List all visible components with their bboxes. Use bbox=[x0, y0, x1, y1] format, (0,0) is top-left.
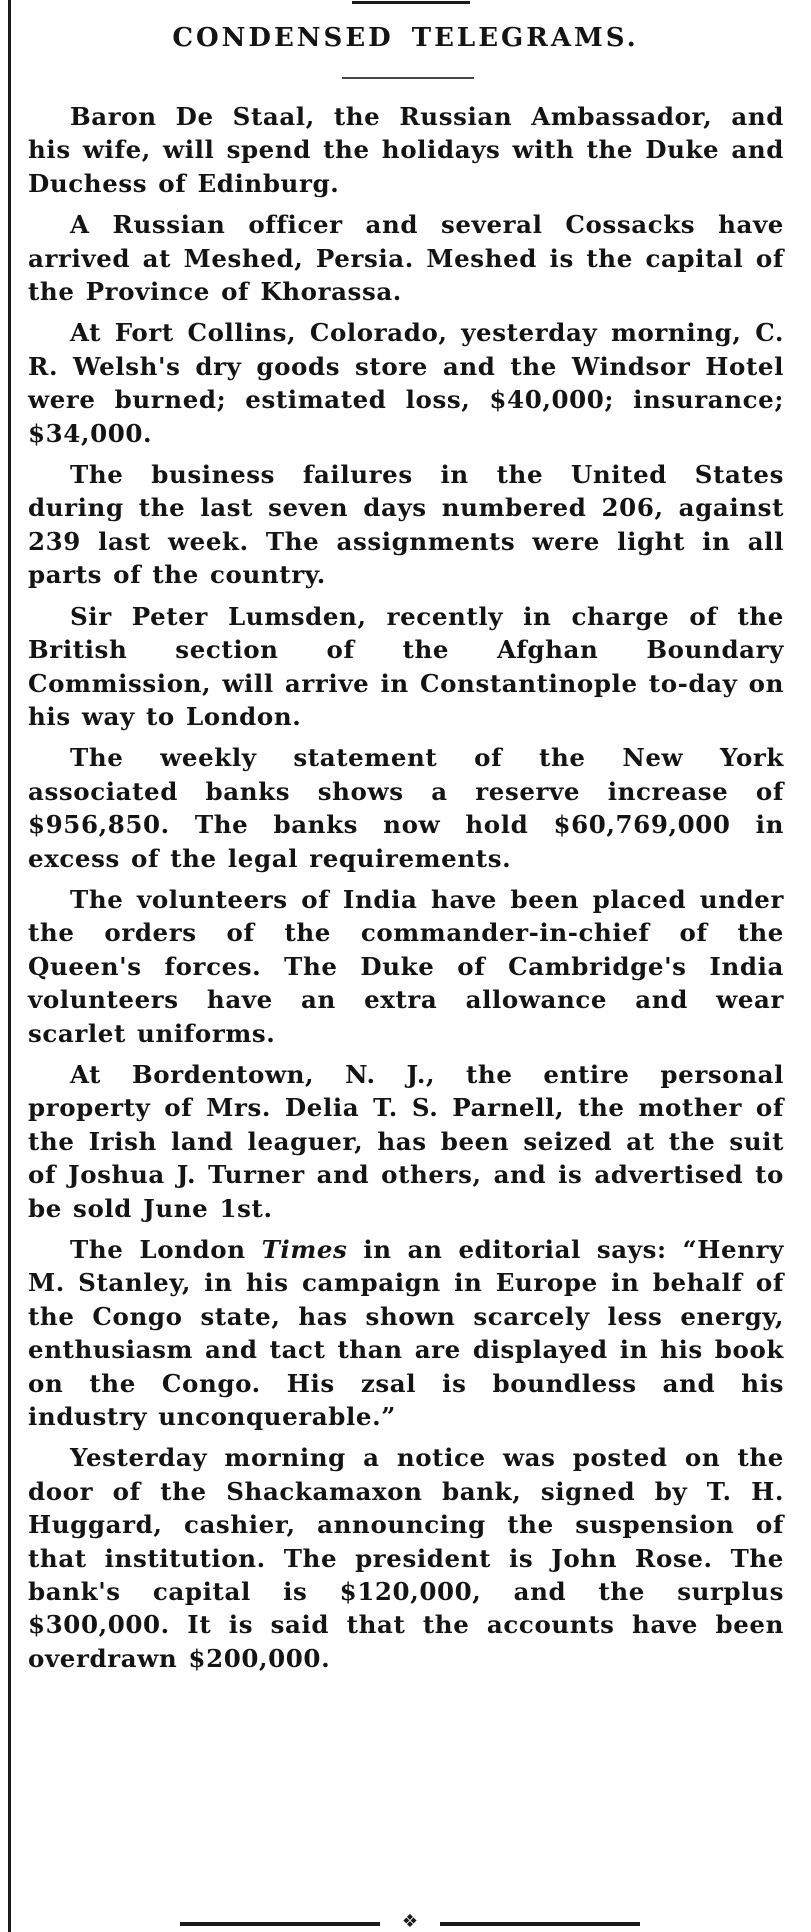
paragraph-shackamaxon-bank: Yesterday morning a notice was posted on the door of the Shackamaxon bank, signed by T. H. Huggard, cashier, announcing the suspension of that institution. The president is John Rose. The bank's capital is $120,000, and the surplus $300,000. It is said that the accounts have been overdrawn $200,000. bbox=[28, 1443, 784, 1673]
column-rule bbox=[8, 0, 11, 1932]
paragraph-bordentown: At Bordentown, N. J., the entire personal property of Mrs. Delia T. S. Parnell, the mother of the Irish land leaguer, has been seized at the suit of Joshua J. Turner and others, and is advertised to be sold June 1st. bbox=[28, 1059, 784, 1223]
paragraph-india-volunteers: The volunteers of India have been placed under the orders of the commander-in-chief of the Queen's forces. The Duke of Cambridge's India volunteers have an extra allowance and wear scarlet uniforms. bbox=[28, 884, 784, 1048]
paragraph-meshed: A Russian officer and several Cossacks have arrived at Meshed, Persia. Meshed is the capital of the Province of Khorassa. bbox=[28, 210, 784, 307]
headline: CONDENSED TELEGRAMS. bbox=[172, 23, 639, 53]
paragraph-de-staal: Baron De Staal, the Russian Ambassador, and his wife, will spend the holidays with the Duke and Duchess of Edinburg. bbox=[28, 102, 784, 198]
times-italic-title: Times bbox=[261, 1235, 348, 1264]
times-lead-text: The London bbox=[70, 1235, 262, 1264]
bottom-ornament bbox=[180, 1912, 640, 1932]
paragraph-new-york-banks: The weekly statement of the New York associated banks shows a reserve increase of $956,850. The banks now hold $60,769,000 in excess of the legal requirements. bbox=[28, 743, 784, 873]
paragraph-lumsden: Sir Peter Lumsden, recently in charge of the British section of the Afghan Boundary Commission, will arrive in Constantinople to-day on his way to London. bbox=[28, 601, 784, 731]
paragraph-business-failures: The business failures in the United States during the last seven days numbered 206, against 239 last week. The assignments were light in all parts of the country. bbox=[28, 460, 784, 590]
headline-rule bbox=[342, 77, 474, 79]
paragraph-fort-collins: At Fort Collins, Colorado, yesterday morning, C. R. Welsh's dry goods store and the Windsor Hotel were burned; estimated loss, $40,000; insurance; $34,000. bbox=[28, 318, 784, 448]
paragraph-london-times bbox=[28, 1233, 784, 1433]
ornament-icon: ❖ bbox=[401, 1911, 419, 1932]
top-ornament bbox=[352, 0, 470, 8]
article-column bbox=[28, 100, 784, 1683]
times-body-text: in an editorial says: “Henry M. Stanley, in his campaign in Europe in behalf of the Congo state, has shown scarcely less energy, enthusiasm and tact than are displayed in his book on the Congo. His zsal is boundless and his industry unconquerable.” bbox=[28, 1235, 784, 1432]
